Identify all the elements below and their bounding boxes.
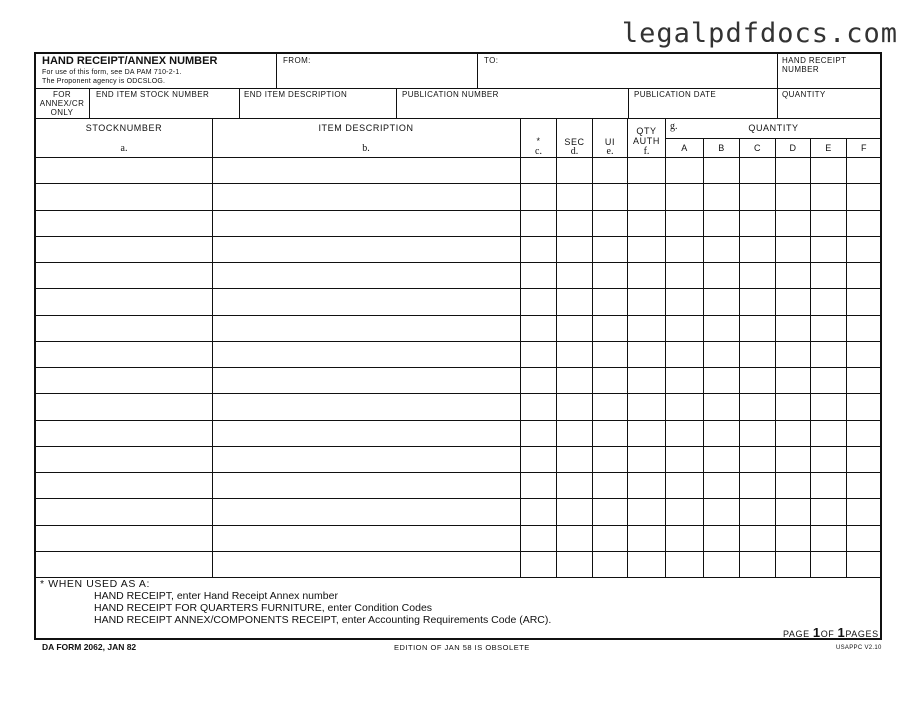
row-16-qty-b-cell[interactable] (704, 552, 739, 577)
quantity-group-header: QUANTITY (748, 123, 799, 133)
row-6-ui-cell[interactable] (593, 289, 627, 314)
footnote-line-2: HAND RECEIPT FOR QUARTERS FURNITURE, enter Condition Codes (94, 602, 433, 614)
row-13-qty-c-cell[interactable] (740, 473, 775, 498)
row-5-stock-number-cell[interactable] (36, 263, 212, 288)
sec-column-letter: d. (570, 146, 579, 157)
row-14-ui-cell[interactable] (593, 499, 627, 524)
row-16-qty-c-cell[interactable] (740, 552, 775, 577)
for-annex-label-3: ONLY (50, 108, 74, 117)
row-13-sec-cell[interactable] (557, 473, 592, 498)
row-14-qty-b-cell[interactable] (704, 499, 739, 524)
row-1-ui-cell[interactable] (593, 158, 627, 183)
row-4-qty-auth-cell[interactable] (628, 237, 665, 262)
row-1-item-description-cell[interactable] (213, 158, 520, 183)
row-6-qty-c-cell[interactable] (740, 289, 775, 314)
total-pages[interactable]: 1 (837, 625, 846, 640)
row-7-qty-a-cell[interactable] (666, 316, 703, 341)
row-16-qty-a-cell[interactable] (666, 552, 703, 577)
row-3-qty-b-cell[interactable] (704, 211, 739, 236)
row-15-qty-c-cell[interactable] (740, 526, 775, 551)
end-item-description-label: END ITEM DESCRIPTION (244, 90, 348, 99)
row-10-star-cell[interactable] (521, 394, 556, 419)
row-12-item-description-cell[interactable] (213, 447, 520, 472)
quantity-g-letter: g. (670, 121, 678, 132)
row-3-item-description-cell[interactable] (213, 211, 520, 236)
row-16-sec-cell[interactable] (557, 552, 592, 577)
row-8-qty-e-cell[interactable] (811, 342, 846, 367)
row-5-qty-auth-cell[interactable] (628, 263, 665, 288)
row-3-qty-c-cell[interactable] (740, 211, 775, 236)
row-3-qty-auth-cell[interactable] (628, 211, 665, 236)
row-14-qty-e-cell[interactable] (811, 499, 846, 524)
row-5-qty-d-cell[interactable] (776, 263, 810, 288)
row-2-qty-auth-cell[interactable] (628, 184, 665, 209)
row-12-sec-cell[interactable] (557, 447, 592, 472)
row-13-item-description-cell[interactable] (213, 473, 520, 498)
row-2-item-description-cell[interactable] (213, 184, 520, 209)
row-4-stock-number-cell[interactable] (36, 237, 212, 262)
row-10-ui-cell[interactable] (593, 394, 627, 419)
row-7-qty-auth-cell[interactable] (628, 316, 665, 341)
row-2-qty-d-cell[interactable] (776, 184, 810, 209)
row-6-qty-auth-cell[interactable] (628, 289, 665, 314)
row-1-qty-d-cell[interactable] (776, 158, 810, 183)
row-15-qty-e-cell[interactable] (811, 526, 846, 551)
form-number: DA FORM 2062, JAN 82 (42, 642, 137, 652)
row-1-qty-a-cell[interactable] (666, 158, 703, 183)
footnote-line-3: HAND RECEIPT ANNEX/COMPONENTS RECEIPT, enter Accounting Requirements Code (ARC). (94, 614, 552, 626)
row-8-qty-b-cell[interactable] (704, 342, 739, 367)
row-14-qty-d-cell[interactable] (776, 499, 810, 524)
for-annex-label-1: FOR (52, 90, 72, 99)
row-1-qty-b-cell[interactable] (704, 158, 739, 183)
row-4-qty-e-cell[interactable] (811, 237, 846, 262)
row-9-item-description-cell[interactable] (213, 368, 520, 393)
item-description-header: ITEM DESCRIPTION (318, 123, 414, 133)
row-2-ui-cell[interactable] (593, 184, 627, 209)
star-column-header: * (536, 136, 541, 146)
row-15-star-cell[interactable] (521, 526, 556, 551)
instruction-line-2: The Proponent agency is ODCSLOG. (42, 78, 166, 85)
version-note: USAPPC V2.10 (836, 645, 882, 651)
row-3-stock-number-cell[interactable] (36, 211, 212, 236)
row-7-star-cell[interactable] (521, 316, 556, 341)
row-3-qty-a-cell[interactable] (666, 211, 703, 236)
row-13-ui-cell[interactable] (593, 473, 627, 498)
footnote-line-1: HAND RECEIPT, enter Hand Receipt Annex number (94, 590, 338, 602)
row-13-qty-f-cell[interactable] (847, 473, 881, 498)
quantity-sub-c: C (753, 143, 762, 153)
row-7-stock-number-cell[interactable] (36, 316, 212, 341)
watermark-text: legalpdfdocs.com (621, 18, 898, 49)
star-column-letter: c. (535, 146, 542, 157)
row-5-star-cell[interactable] (521, 263, 556, 288)
row-4-qty-a-cell[interactable] (666, 237, 703, 262)
row-8-stock-number-cell[interactable] (36, 342, 212, 367)
row-5-item-description-cell[interactable] (213, 263, 520, 288)
row-10-qty-a-cell[interactable] (666, 394, 703, 419)
row-15-sec-cell[interactable] (557, 526, 592, 551)
row-14-qty-auth-cell[interactable] (628, 499, 665, 524)
row-10-qty-b-cell[interactable] (704, 394, 739, 419)
row-4-qty-f-cell[interactable] (847, 237, 881, 262)
row-11-stock-number-cell[interactable] (36, 421, 212, 446)
row-4-item-description-cell[interactable] (213, 237, 520, 262)
row-15-qty-f-cell[interactable] (847, 526, 881, 551)
quantity-sub-b: B (718, 143, 725, 153)
footnote-when-used: * WHEN USED AS A: (40, 578, 150, 590)
row-1-star-cell[interactable] (521, 158, 556, 183)
row-5-qty-e-cell[interactable] (811, 263, 846, 288)
ui-column-letter: e. (606, 146, 614, 157)
row-2-qty-f-cell[interactable] (847, 184, 881, 209)
hand-receipt-number-label-1: HAND RECEIPT (782, 56, 847, 65)
row-8-qty-d-cell[interactable] (776, 342, 810, 367)
row-2-qty-a-cell[interactable] (666, 184, 703, 209)
row-8-qty-f-cell[interactable] (847, 342, 881, 367)
row-4-ui-cell[interactable] (593, 237, 627, 262)
row-6-qty-d-cell[interactable] (776, 289, 810, 314)
row-15-qty-b-cell[interactable] (704, 526, 739, 551)
quantity-sub-d: D (789, 143, 797, 153)
row-11-item-description-cell[interactable] (213, 421, 520, 446)
row-16-qty-e-cell[interactable] (811, 552, 846, 577)
row-8-qty-a-cell[interactable] (666, 342, 703, 367)
of-label: OF (820, 629, 835, 639)
row-1-qty-e-cell[interactable] (811, 158, 846, 183)
row-3-qty-d-cell[interactable] (776, 211, 810, 236)
quantity-sub-f: F (860, 143, 868, 153)
pages-label: PAGES (845, 629, 879, 639)
row-15-ui-cell[interactable] (593, 526, 627, 551)
row-2-qty-b-cell[interactable] (704, 184, 739, 209)
row-2-qty-c-cell[interactable] (740, 184, 775, 209)
row-13-qty-a-cell[interactable] (666, 473, 703, 498)
row-10-qty-d-cell[interactable] (776, 394, 810, 419)
row-4-qty-d-cell[interactable] (776, 237, 810, 262)
row-11-qty-e-cell[interactable] (811, 421, 846, 446)
row-7-qty-b-cell[interactable] (704, 316, 739, 341)
quantity-header-field[interactable] (778, 89, 880, 117)
row-9-qty-f-cell[interactable] (847, 368, 881, 393)
row-8-sec-cell[interactable] (557, 342, 592, 367)
row-14-item-description-cell[interactable] (213, 499, 520, 524)
stock-number-letter: a. (120, 143, 128, 154)
row-11-sec-cell[interactable] (557, 421, 592, 446)
row-11-qty-f-cell[interactable] (847, 421, 881, 446)
row-7-qty-d-cell[interactable] (776, 316, 810, 341)
end-item-description-field[interactable] (240, 89, 395, 117)
row-13-qty-e-cell[interactable] (811, 473, 846, 498)
row-5-qty-a-cell[interactable] (666, 263, 703, 288)
form-title: HAND RECEIPT/ANNEX NUMBER (42, 55, 218, 67)
row-16-qty-d-cell[interactable] (776, 552, 810, 577)
row-8-ui-cell[interactable] (593, 342, 627, 367)
qty-auth-header-1: QTY (636, 126, 657, 136)
publication-number-field[interactable] (397, 89, 627, 117)
to-field[interactable] (478, 54, 776, 88)
row-5-qty-f-cell[interactable] (847, 263, 881, 288)
end-item-stock-number-field[interactable] (90, 89, 238, 117)
row-11-qty-c-cell[interactable] (740, 421, 775, 446)
hand-receipt-number-label-2: NUMBER (782, 65, 820, 74)
row-15-stock-number-cell[interactable] (36, 526, 212, 551)
row-6-item-description-cell[interactable] (213, 289, 520, 314)
row-6-qty-e-cell[interactable] (811, 289, 846, 314)
row-5-ui-cell[interactable] (593, 263, 627, 288)
row-6-qty-f-cell[interactable] (847, 289, 881, 314)
row-2-sec-cell[interactable] (557, 184, 592, 209)
row-16-stock-number-cell[interactable] (36, 552, 212, 577)
row-15-qty-auth-cell[interactable] (628, 526, 665, 551)
row-9-star-cell[interactable] (521, 368, 556, 393)
row-7-item-description-cell[interactable] (213, 316, 520, 341)
row-13-stock-number-cell[interactable] (36, 473, 212, 498)
row-2-star-cell[interactable] (521, 184, 556, 209)
row-10-qty-auth-cell[interactable] (628, 394, 665, 419)
row-6-qty-b-cell[interactable] (704, 289, 739, 314)
row-9-qty-e-cell[interactable] (811, 368, 846, 393)
row-13-qty-b-cell[interactable] (704, 473, 739, 498)
item-description-letter: b. (362, 143, 370, 154)
page-label: PAGE (783, 629, 810, 639)
row-2-stock-number-cell[interactable] (36, 184, 212, 209)
row-3-sec-cell[interactable] (557, 211, 592, 236)
quantity-header-label: QUANTITY (782, 90, 826, 99)
row-11-qty-d-cell[interactable] (776, 421, 810, 446)
from-field[interactable] (277, 54, 477, 88)
row-6-star-cell[interactable] (521, 289, 556, 314)
row-4-qty-b-cell[interactable] (704, 237, 739, 262)
row-1-qty-c-cell[interactable] (740, 158, 775, 183)
row-11-ui-cell[interactable] (593, 421, 627, 446)
row-1-stock-number-cell[interactable] (36, 158, 212, 183)
row-12-qty-c-cell[interactable] (740, 447, 775, 472)
row-11-star-cell[interactable] (521, 421, 556, 446)
row-16-qty-auth-cell[interactable] (628, 552, 665, 577)
row-11-qty-a-cell[interactable] (666, 421, 703, 446)
row-10-stock-number-cell[interactable] (36, 394, 212, 419)
row-6-qty-a-cell[interactable] (666, 289, 703, 314)
row-7-qty-f-cell[interactable] (847, 316, 881, 341)
row-6-stock-number-cell[interactable] (36, 289, 212, 314)
publication-number-label: PUBLICATION NUMBER (402, 90, 499, 99)
for-annex-label-2: ANNEX/CR (39, 99, 85, 108)
page-number[interactable]: 1 (812, 625, 821, 640)
ui-column-header: UI (604, 137, 616, 147)
row-12-qty-e-cell[interactable] (811, 447, 846, 472)
row-10-qty-f-cell[interactable] (847, 394, 881, 419)
row-16-item-description-cell[interactable] (213, 552, 520, 577)
row-7-ui-cell[interactable] (593, 316, 627, 341)
quantity-sub-a: A (681, 143, 688, 153)
row-13-qty-auth-cell[interactable] (628, 473, 665, 498)
row-10-item-description-cell[interactable] (213, 394, 520, 419)
row-9-qty-d-cell[interactable] (776, 368, 810, 393)
hand-receipt-number-field[interactable] (778, 54, 880, 88)
row-14-stock-number-cell[interactable] (36, 499, 212, 524)
row-12-ui-cell[interactable] (593, 447, 627, 472)
row-4-sec-cell[interactable] (557, 237, 592, 262)
row-16-qty-f-cell[interactable] (847, 552, 881, 577)
publication-date-label: PUBLICATION DATE (634, 90, 717, 99)
qty-auth-letter: f. (643, 146, 650, 157)
stock-number-header: STOCKNUMBER (85, 123, 163, 133)
row-2-qty-e-cell[interactable] (811, 184, 846, 209)
row-14-sec-cell[interactable] (557, 499, 592, 524)
row-14-qty-a-cell[interactable] (666, 499, 703, 524)
row-11-qty-b-cell[interactable] (704, 421, 739, 446)
end-item-stock-number-label: END ITEM STOCK NUMBER (96, 90, 210, 99)
row-3-ui-cell[interactable] (593, 211, 627, 236)
row-5-qty-c-cell[interactable] (740, 263, 775, 288)
row-4-qty-c-cell[interactable] (740, 237, 775, 262)
from-label: FROM: (283, 56, 311, 65)
edition-note: EDITION OF JAN 58 IS OBSOLETE (394, 643, 530, 652)
row-13-qty-d-cell[interactable] (776, 473, 810, 498)
row-7-sec-cell[interactable] (557, 316, 592, 341)
row-15-item-description-cell[interactable] (213, 526, 520, 551)
row-15-qty-d-cell[interactable] (776, 526, 810, 551)
row-9-qty-c-cell[interactable] (740, 368, 775, 393)
row-5-sec-cell[interactable] (557, 263, 592, 288)
row-1-sec-cell[interactable] (557, 158, 592, 183)
row-3-star-cell[interactable] (521, 211, 556, 236)
row-13-star-cell[interactable] (521, 473, 556, 498)
row-9-qty-a-cell[interactable] (666, 368, 703, 393)
row-16-star-cell[interactable] (521, 552, 556, 577)
row-12-qty-f-cell[interactable] (847, 447, 881, 472)
row-8-star-cell[interactable] (521, 342, 556, 367)
row-10-qty-e-cell[interactable] (811, 394, 846, 419)
row-9-qty-auth-cell[interactable] (628, 368, 665, 393)
publication-date-field[interactable] (629, 89, 776, 117)
row-8-qty-c-cell[interactable] (740, 342, 775, 367)
row-12-qty-d-cell[interactable] (776, 447, 810, 472)
row-1-qty-auth-cell[interactable] (628, 158, 665, 183)
row-12-qty-a-cell[interactable] (666, 447, 703, 472)
row-3-qty-f-cell[interactable] (847, 211, 881, 236)
row-15-qty-a-cell[interactable] (666, 526, 703, 551)
qty-auth-header-2: AUTH (633, 136, 660, 146)
to-label: TO: (484, 56, 499, 65)
row-14-qty-c-cell[interactable] (740, 499, 775, 524)
sec-column-header: SEC (564, 137, 585, 147)
row-12-qty-b-cell[interactable] (704, 447, 739, 472)
row-9-ui-cell[interactable] (593, 368, 627, 393)
row-12-stock-number-cell[interactable] (36, 447, 212, 472)
row-5-qty-b-cell[interactable] (704, 263, 739, 288)
row-7-qty-e-cell[interactable] (811, 316, 846, 341)
row-9-stock-number-cell[interactable] (36, 368, 212, 393)
row-10-sec-cell[interactable] (557, 394, 592, 419)
row-10-qty-c-cell[interactable] (740, 394, 775, 419)
row-6-sec-cell[interactable] (557, 289, 592, 314)
instruction-line-1: For use of this form, see DA PAM 710-2-1. (42, 69, 182, 76)
row-4-star-cell[interactable] (521, 237, 556, 262)
row-9-sec-cell[interactable] (557, 368, 592, 393)
row-11-qty-auth-cell[interactable] (628, 421, 665, 446)
row-7-qty-c-cell[interactable] (740, 316, 775, 341)
row-12-qty-auth-cell[interactable] (628, 447, 665, 472)
row-12-star-cell[interactable] (521, 447, 556, 472)
row-9-qty-b-cell[interactable] (704, 368, 739, 393)
row-14-star-cell[interactable] (521, 499, 556, 524)
row-14-qty-f-cell[interactable] (847, 499, 881, 524)
row-8-item-description-cell[interactable] (213, 342, 520, 367)
quantity-sub-e: E (825, 143, 832, 153)
row-3-qty-e-cell[interactable] (811, 211, 846, 236)
row-1-qty-f-cell[interactable] (847, 158, 881, 183)
row-8-qty-auth-cell[interactable] (628, 342, 665, 367)
page-indicator (783, 625, 879, 640)
row-16-ui-cell[interactable] (593, 552, 627, 577)
